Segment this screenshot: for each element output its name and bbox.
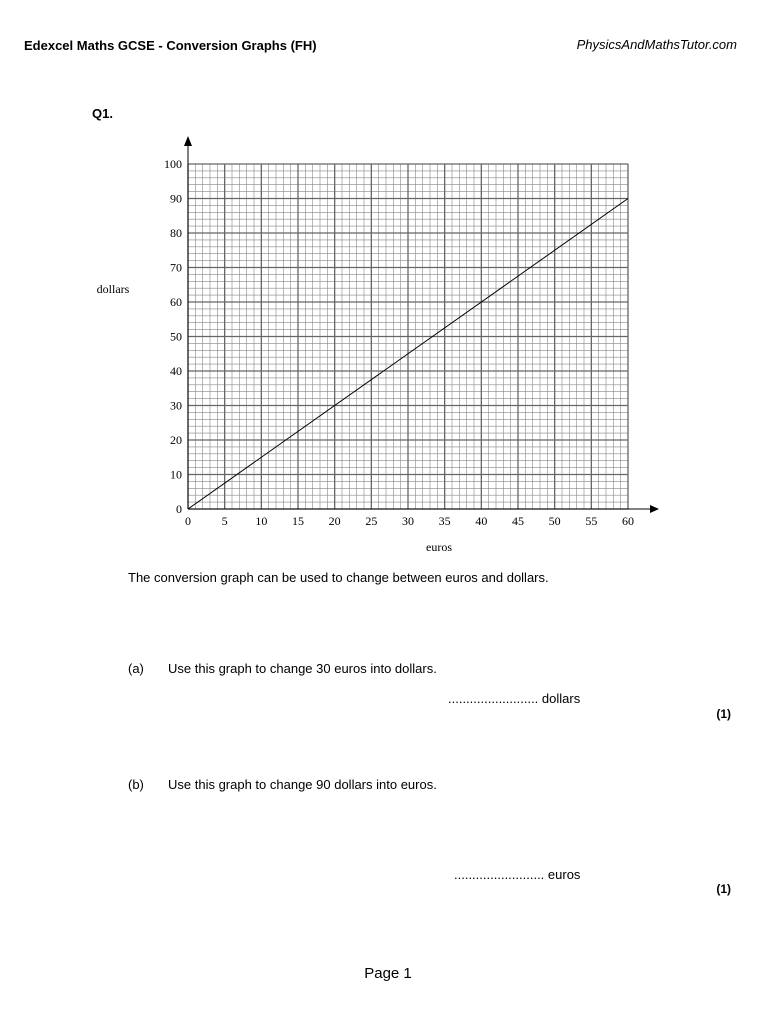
y-tick-label: 50 <box>170 329 182 344</box>
y-tick-label: 0 <box>176 502 182 516</box>
x-tick-label: 10 <box>255 514 268 528</box>
y-axis-arrow <box>184 136 192 146</box>
x-tick-label: 35 <box>438 514 451 528</box>
x-tick-label: 55 <box>585 514 598 528</box>
y-tick-label: 90 <box>170 191 182 206</box>
part-b-marks: (1) <box>716 882 731 896</box>
x-tick-label: 50 <box>548 514 561 528</box>
tick-labels <box>164 157 634 528</box>
part-b-text: Use this graph to change 90 dollars into euros. <box>168 777 437 792</box>
y-tick-label: 80 <box>170 226 182 240</box>
site-name: PhysicsAndMathsTutor.com <box>576 37 737 52</box>
y-tick-label: 60 <box>170 295 182 309</box>
x-tick-label: 0 <box>185 514 191 528</box>
page-number: Page 1 <box>364 965 412 982</box>
x-tick-label: 15 <box>292 514 304 528</box>
y-tick-label: 40 <box>170 364 182 378</box>
x-axis-label: euros <box>426 540 452 554</box>
part-a-marks: (1) <box>716 707 731 721</box>
x-axis-arrow <box>650 505 659 513</box>
y-tick-label: 100 <box>164 157 182 171</box>
question-intro: The conversion graph can be used to change between euros and dollars. <box>128 570 549 585</box>
y-tick-label: 70 <box>170 260 182 275</box>
axes <box>184 136 659 513</box>
part-b-label: (b) <box>128 777 144 792</box>
x-tick-label: 25 <box>365 514 378 528</box>
document-title: Edexcel Maths GCSE - Conversion Graphs (FH) <box>24 38 317 53</box>
part-a-label: (a) <box>128 661 144 676</box>
part-a-text: Use this graph to change 30 euros into dollars. <box>168 661 437 676</box>
x-tick-label: 5 <box>221 514 228 528</box>
question-number: Q1. <box>92 106 113 121</box>
part-a-answer-line[interactable]: ......................... dollars <box>448 691 581 706</box>
x-tick-label: 30 <box>402 514 414 528</box>
x-tick-label: 20 <box>328 514 341 528</box>
x-tick-label: 40 <box>475 514 488 528</box>
y-tick-label: 30 <box>170 398 182 413</box>
y-tick-label: 10 <box>170 467 182 482</box>
part-b-answer-line[interactable]: ......................... euros <box>454 867 581 882</box>
y-tick-label: 20 <box>170 433 182 447</box>
y-axis-label: dollars <box>96 282 130 296</box>
x-tick-label: 45 <box>512 514 524 528</box>
x-tick-label: 60 <box>622 514 634 528</box>
